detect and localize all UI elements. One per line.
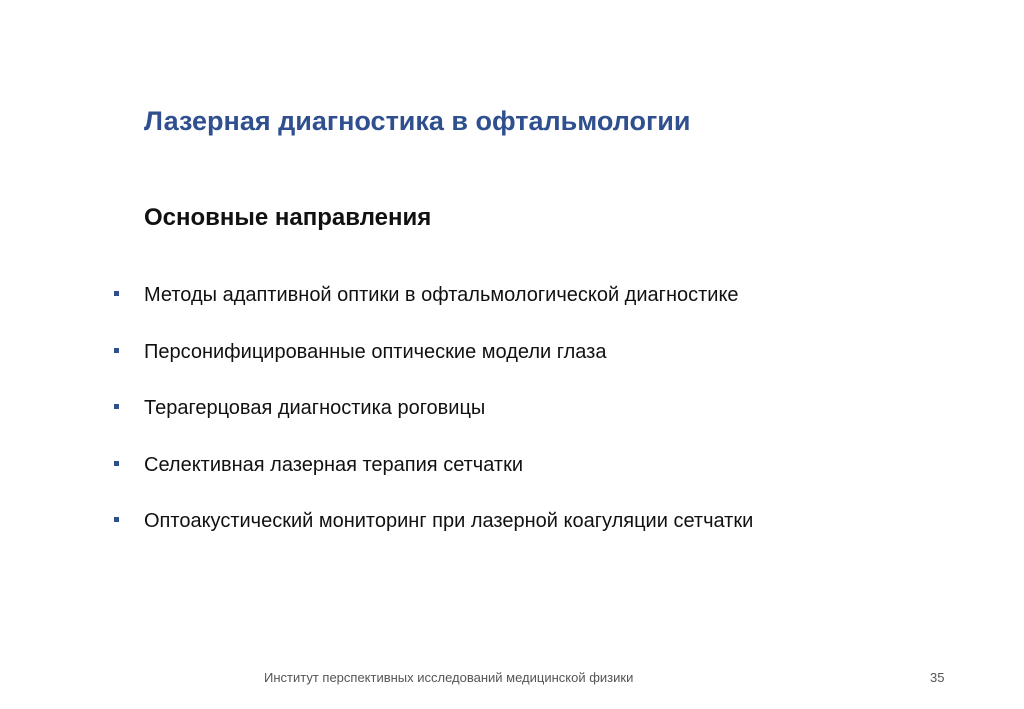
bullet-text: Оптоакустический мониторинг при лазерной коагуляции сетчатки	[144, 510, 754, 532]
square-bullet-icon	[114, 348, 119, 353]
bullet-list	[108, 283, 753, 566]
square-bullet-icon	[114, 404, 119, 409]
bullet-item	[108, 340, 753, 397]
square-bullet-icon	[114, 291, 119, 296]
square-bullet-icon	[114, 461, 119, 466]
section-heading: Основные направления	[144, 204, 432, 231]
slide-title: Лазерная диагностика в офтальмологии	[144, 106, 691, 136]
bullet-text: Терагерцовая диагностика роговицы	[144, 397, 486, 419]
page-number: 35	[930, 670, 945, 685]
bullet-text: Селективная лазерная терапия сетчатки	[144, 453, 523, 476]
square-bullet-icon	[114, 517, 119, 522]
bullet-item	[108, 509, 753, 566]
bullet-text: Методы адаптивной оптики в офтальмологической диагностике	[144, 284, 739, 306]
footer-text: Институт перспективных исследований медицинской физики	[264, 670, 634, 685]
bullet-item	[108, 453, 753, 510]
bullet-item	[108, 396, 753, 453]
bullet-item	[108, 283, 753, 340]
bullet-text: Персонифицированные оптические модели глаза	[144, 340, 607, 363]
